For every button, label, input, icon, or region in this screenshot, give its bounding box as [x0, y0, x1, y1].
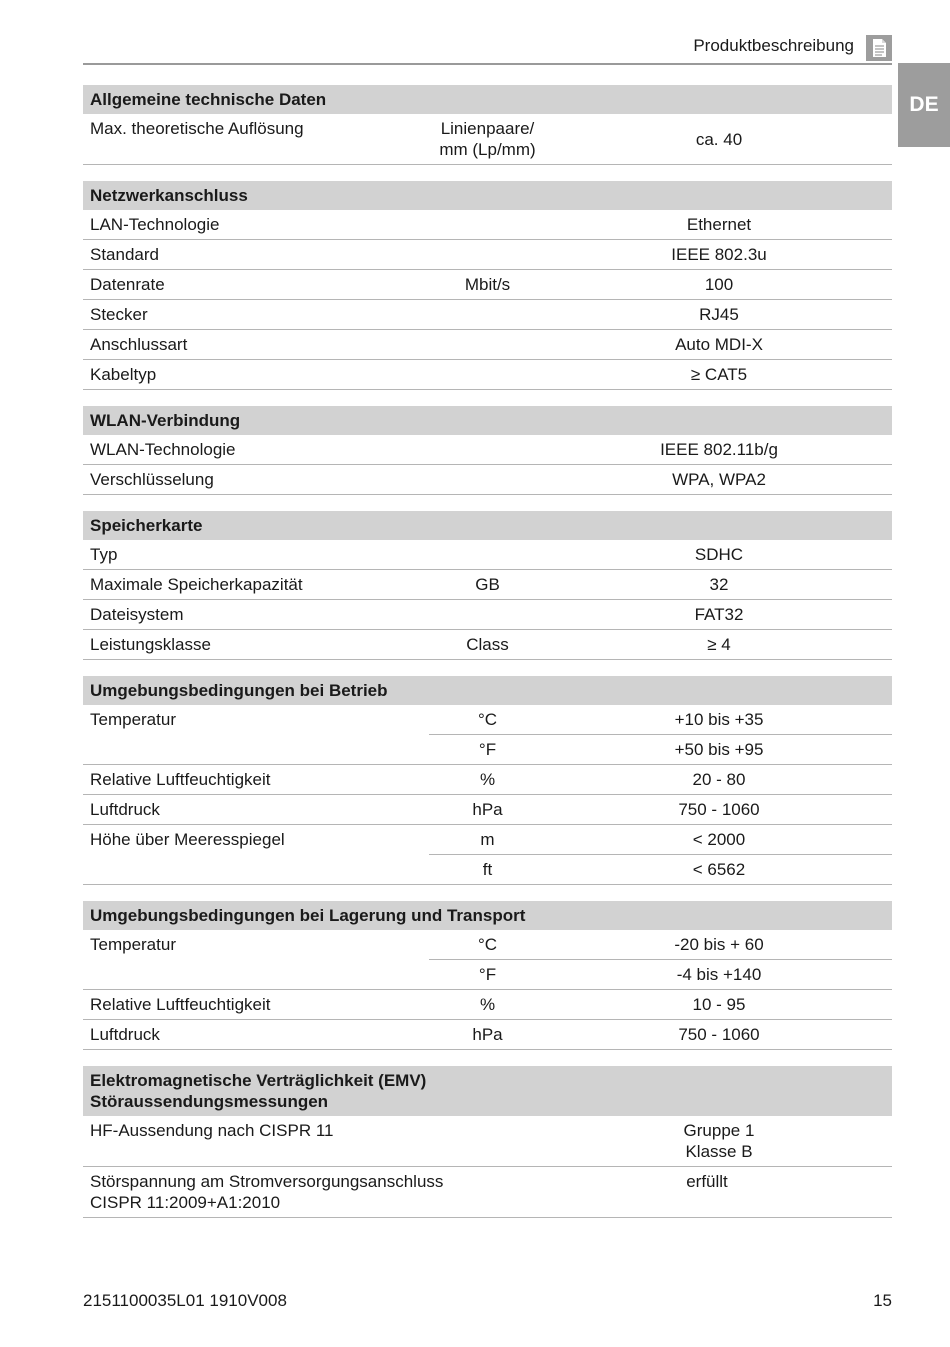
spec-row	[83, 960, 892, 990]
spec-section	[83, 1066, 892, 1218]
spec-label: Typ	[83, 540, 429, 570]
spec-value: ≥ CAT5	[546, 360, 892, 390]
spec-value: < 2000	[546, 825, 892, 855]
spec-row	[83, 990, 892, 1020]
spec-unit: m	[429, 825, 546, 855]
spec-unit: °C	[429, 930, 546, 960]
spec-row	[83, 930, 892, 960]
spec-value: RJ45	[546, 300, 892, 330]
spec-row	[83, 1116, 892, 1167]
header-title: Produktbeschreibung	[693, 36, 854, 55]
spec-label: Max. theoretische Auflösung	[83, 114, 429, 165]
spec-row	[83, 825, 892, 855]
spec-unit: °F	[429, 960, 546, 990]
spec-label: Höhe über Meeresspiegel	[90, 830, 285, 849]
spec-unit: Mbit/s	[429, 270, 546, 300]
spec-row	[83, 765, 892, 795]
spec-row	[83, 114, 892, 165]
spec-value: -20 bis + 60	[546, 930, 892, 960]
spec-value: -4 bis +140	[546, 960, 892, 990]
spec-label: Dateisystem	[83, 600, 429, 630]
header-rule	[83, 63, 892, 65]
spec-value: WPA, WPA2	[546, 465, 892, 495]
spec-section	[83, 181, 892, 390]
section-header: Umgebungsbedingungen bei Betrieb	[83, 676, 892, 705]
document-icon	[866, 35, 892, 61]
spec-label: Verschlüsselung	[83, 465, 429, 495]
spec-label: Relative Luftfeuchtigkeit	[83, 990, 429, 1020]
spec-row	[83, 300, 892, 330]
spec-unit	[429, 1116, 546, 1167]
spec-tables	[83, 85, 892, 1234]
spec-value: Auto MDI-X	[546, 330, 892, 360]
spec-unit: Linienpaare/ mm (Lp/mm)	[429, 114, 546, 165]
spec-unit: hPa	[429, 795, 546, 825]
section-header: Elektromagnetische Verträglichkeit (EMV) Störaussendungsmessungen	[83, 1066, 892, 1116]
spec-value: 20 - 80	[546, 765, 892, 795]
spec-unit: Class	[429, 630, 546, 660]
spec-value: 10 - 95	[546, 990, 892, 1020]
spec-row	[83, 210, 892, 240]
page-number: 15	[873, 1291, 892, 1310]
spec-label: Temperatur	[90, 935, 176, 954]
spec-section	[83, 511, 892, 660]
document-number: 2151100035L01 1910V008	[83, 1291, 287, 1310]
spec-row	[83, 735, 892, 765]
spec-label: Luftdruck	[83, 1020, 429, 1050]
spec-unit	[429, 435, 546, 465]
spec-label: WLAN-Technologie	[83, 435, 429, 465]
spec-unit	[429, 240, 546, 270]
spec-row	[83, 855, 892, 885]
spec-value: Gruppe 1 Klasse B	[546, 1116, 892, 1167]
spec-row	[83, 1167, 892, 1218]
section-header: Umgebungsbedingungen bei Lagerung und Transport	[83, 901, 892, 930]
spec-label: Standard	[83, 240, 429, 270]
spec-unit	[429, 330, 546, 360]
spec-row	[83, 630, 892, 660]
spec-label: Luftdruck	[83, 795, 429, 825]
spec-label: Leistungsklasse	[83, 630, 429, 660]
spec-value: 32	[546, 570, 892, 600]
spec-unit: hPa	[429, 1020, 546, 1050]
spec-row	[83, 240, 892, 270]
spec-value: Ethernet	[546, 210, 892, 240]
spec-label: Relative Luftfeuchtigkeit	[83, 765, 429, 795]
section-header: WLAN-Verbindung	[83, 406, 892, 435]
spec-row	[83, 795, 892, 825]
spec-label	[83, 735, 429, 765]
spec-value: FAT32	[546, 600, 892, 630]
spec-label	[83, 855, 429, 885]
spec-section	[83, 406, 892, 495]
spec-row	[83, 570, 892, 600]
spec-row	[83, 435, 892, 465]
spec-label: LAN-Technologie	[83, 210, 429, 240]
spec-value: 750 - 1060	[546, 795, 892, 825]
spec-row	[83, 360, 892, 390]
section-header: Speicherkarte	[83, 511, 892, 540]
spec-value: erfüllt	[522, 1167, 892, 1218]
spec-row	[83, 270, 892, 300]
spec-label: Anschlussart	[83, 330, 429, 360]
spec-row	[83, 600, 892, 630]
spec-unit: °C	[429, 705, 546, 735]
spec-unit	[429, 465, 546, 495]
spec-unit	[429, 360, 546, 390]
language-tab: DE	[898, 63, 950, 147]
spec-row	[83, 540, 892, 570]
spec-label: Temperatur	[90, 710, 176, 729]
spec-unit	[429, 300, 546, 330]
spec-label: Datenrate	[83, 270, 429, 300]
spec-unit	[429, 210, 546, 240]
spec-label: HF-Aussendung nach CISPR 11	[83, 1116, 429, 1167]
spec-section	[83, 676, 892, 885]
spec-label: Stecker	[83, 300, 429, 330]
spec-unit: %	[429, 765, 546, 795]
spec-value: 750 - 1060	[546, 1020, 892, 1050]
spec-value: +10 bis +35	[546, 705, 892, 735]
spec-label: Störspannung am Stromversorgungsanschluss CISPR 11:2009+A1:2010	[83, 1167, 522, 1218]
spec-section	[83, 901, 892, 1050]
section-header: Netzwerkanschluss	[83, 181, 892, 210]
spec-row	[83, 1020, 892, 1050]
spec-value: IEEE 802.3u	[546, 240, 892, 270]
spec-value: +50 bis +95	[546, 735, 892, 765]
spec-value: SDHC	[546, 540, 892, 570]
spec-row	[83, 465, 892, 495]
spec-label	[83, 960, 429, 990]
spec-unit: ft	[429, 855, 546, 885]
spec-unit: °F	[429, 735, 546, 765]
spec-unit	[429, 600, 546, 630]
spec-unit: %	[429, 990, 546, 1020]
spec-unit	[429, 540, 546, 570]
spec-section	[83, 85, 892, 165]
spec-value: 100	[546, 270, 892, 300]
spec-value: ca. 40	[546, 114, 892, 165]
spec-row	[83, 705, 892, 735]
spec-value: IEEE 802.11b/g	[546, 435, 892, 465]
spec-value: < 6562	[546, 855, 892, 885]
spec-label: Maximale Speicherkapazität	[83, 570, 429, 600]
spec-label: Kabeltyp	[83, 360, 429, 390]
spec-unit: GB	[429, 570, 546, 600]
spec-value: ≥ 4	[546, 630, 892, 660]
section-header: Allgemeine technische Daten	[83, 85, 892, 114]
spec-row	[83, 330, 892, 360]
